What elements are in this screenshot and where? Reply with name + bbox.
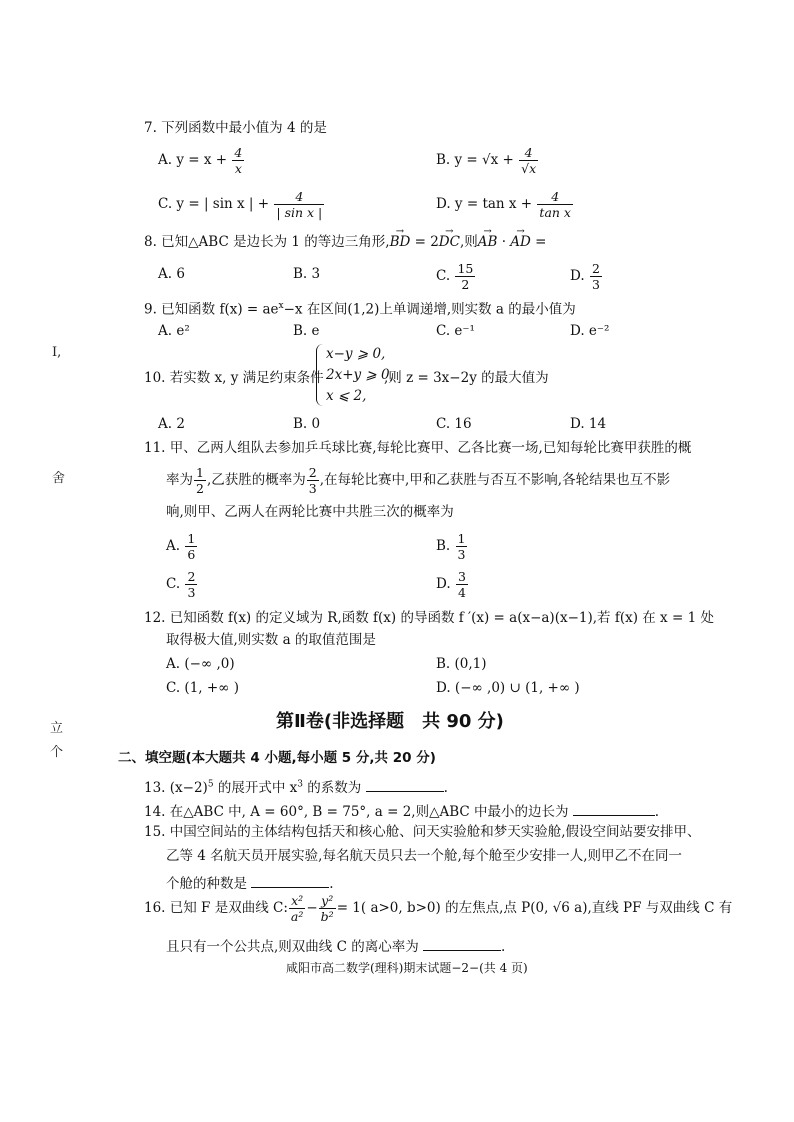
q8-option-a: A. 6: [158, 266, 185, 282]
q10-constraint-2: 2x+y ⩾ 0,: [326, 367, 394, 383]
q11-option-c-prefix: C.: [166, 576, 181, 593]
q8-stem-text: 8. 已知△ABC 是边长为 1 的等边三角形,: [144, 234, 390, 250]
q16-minus: −: [306, 900, 318, 917]
section-2-part-heading: 二、填空题(本大题共 4 小题,每小题 5 分,共 20 分): [118, 750, 436, 766]
q8-eq: = 2: [410, 234, 439, 250]
q12-line-2: 取得极大值,则实数 a 的取值范围是: [166, 632, 376, 648]
q12-option-d: D. (−∞ ,0) ∪ (1, +∞ ): [436, 680, 580, 696]
q11-line-2-c: ,在每轮比赛中,甲和乙获胜与否互不影响,各轮结果也互不影: [319, 472, 671, 489]
q11-prob-1: $\frac{1}{2}$: [196, 465, 204, 497]
q7-option-d-prefix: D. y = tan x +: [436, 196, 533, 213]
q7-option-c-fraction: $\frac{4}{\text{| sin x |}}$: [276, 189, 323, 221]
q11-line-2: [166, 466, 670, 495]
q13: [144, 778, 448, 796]
q16-line-2-text: 且只有一个公共点,则双曲线 C 的离心率为: [166, 939, 419, 955]
q10-stem-b: ,则 z = 3x−2y 的最大值为: [384, 370, 549, 386]
q11-option-d-prefix: D.: [436, 576, 451, 593]
q13-sup-1: 5: [207, 779, 214, 790]
q13-a: 13. (x−2): [144, 780, 208, 796]
q11-line-3: 响,则甲、乙两人在两轮比赛中共胜三次的概率为: [166, 504, 454, 520]
q11-option-a-fraction: $\frac{1}{6}$: [187, 531, 196, 563]
q11-prob-2: $\frac{2}{3}$: [308, 465, 317, 497]
q11-option-a-prefix: A.: [166, 538, 181, 555]
q11-option-b-fraction: $\frac{1}{3}$: [457, 531, 466, 563]
q14: [144, 802, 659, 820]
q7-option-c: [158, 190, 325, 219]
q16-a: 16. 已知 F 是双曲线 C:: [144, 900, 288, 917]
q14-end: .: [654, 804, 660, 820]
q11-option-c-fraction: $\frac{2}{3}$: [187, 569, 196, 601]
vector-ab: → AB: [478, 236, 498, 250]
q10-option-b: B. 0: [293, 416, 321, 432]
q13-answer-blank[interactable]: [366, 778, 444, 792]
q7-option-a-fraction: $\frac{4}{x}$: [234, 145, 243, 177]
q8-option-c-fraction: $\frac{15}{2}$: [457, 261, 474, 293]
q13-end: .: [443, 780, 448, 796]
q15-end: .: [329, 876, 334, 892]
section-2-title: 第Ⅱ卷(非选择题 共 90 分): [276, 711, 504, 732]
q7-option-a: [158, 146, 245, 175]
q10-constraint-1: x−y ⩾ 0,: [326, 346, 386, 362]
margin-mark-3: 立: [50, 721, 64, 736]
q11-option-d-fraction: $\frac{3}{4}$: [457, 569, 466, 601]
q7-option-b: [436, 146, 539, 175]
q13-sup-2: 3: [297, 779, 303, 790]
q15-line-1: 15. 中国空间站的主体结构包括天和核心舱、问天实验舱和梦天实验舱,假设空间站要安排甲、: [144, 824, 701, 840]
q13-c: 的系数为: [302, 780, 362, 796]
q8-option-c-prefix: C.: [436, 268, 451, 285]
q8-end: =: [530, 234, 547, 250]
q11-line-2-a: 率为: [166, 472, 193, 489]
q10-stem-a: 10. 若实数 x, y 满足约束条件: [144, 370, 324, 386]
margin-mark-1: I,: [52, 345, 62, 360]
margin-mark-4: 个: [50, 745, 64, 760]
q8-option-c: [436, 262, 476, 291]
q7-option-b-prefix: B. y = √x +: [436, 152, 514, 169]
page-footer: 咸阳市高二数学(理科)期末试题−2−(共 4 页): [286, 961, 528, 975]
q14-answer-blank[interactable]: [573, 802, 655, 816]
q15-answer-blank[interactable]: [251, 874, 329, 888]
q11-line-1: 11. 甲、乙两人组队去参加乒乓球比赛,每轮比赛甲、乙各比赛一场,已知每轮比赛甲获胜的概: [144, 440, 692, 456]
q15-line-3: [166, 874, 334, 892]
q9-option-c: C. e⁻¹: [436, 323, 475, 339]
q11-option-b-prefix: B.: [436, 538, 451, 555]
q8-stem: [144, 236, 546, 250]
q16-fraction-y: $\frac{\text{y²}}{\text{b²}}$: [320, 893, 334, 925]
vector-bd: → BD: [390, 236, 411, 250]
q7-option-c-prefix: C. y = | sin x | +: [158, 196, 270, 213]
q9-stem: [144, 302, 576, 317]
q16-b: = 1( a>0, b>0) 的左焦点,点 P(0, √6 a),直线 PF 与双曲线 C 有: [336, 900, 733, 917]
margin-mark-2: 舍: [52, 471, 66, 486]
q10-option-a: A. 2: [158, 416, 185, 432]
q16-answer-blank[interactable]: [423, 937, 501, 951]
q12-option-a: A. (−∞ ,0): [166, 656, 235, 672]
q9-option-a: A. e²: [158, 323, 190, 339]
q8-option-b: B. 3: [293, 266, 321, 282]
q15-line-3-text: 个舱的种数是: [166, 876, 247, 892]
q7-option-b-fraction: $\frac{4}{√x}$: [521, 145, 537, 177]
q12-line-1: 12. 已知函数 f(x) 的定义域为 R,函数 f(x) 的导函数 f ′(x) = a(x−a)(x−1),若 f(x) 在 x = 1 处: [144, 610, 714, 626]
q12-option-b: B. (0,1): [436, 656, 487, 672]
q16-line-1: [144, 894, 732, 923]
q13-b: 的展开式中 x: [213, 780, 298, 796]
q9-option-b: B. e: [293, 323, 320, 339]
q11-option-c: [166, 570, 198, 599]
q12-option-c: C. (1, +∞ ): [166, 680, 239, 696]
q16-end: .: [501, 939, 506, 955]
q7-option-a-prefix: A. y = x +: [158, 152, 228, 169]
q7-stem: 7. 下列函数中最小值为 4 的是: [144, 120, 327, 136]
q9-sup: x: [278, 301, 284, 311]
q11-option-d: [436, 570, 469, 599]
vector-ad: → AD: [510, 236, 531, 250]
q9-option-d: D. e⁻²: [570, 323, 610, 339]
q16-line-2: [166, 937, 505, 955]
q10-constraint-system: [316, 344, 394, 408]
q8-option-d: [570, 262, 603, 291]
q7-option-d: [436, 190, 574, 219]
q11-option-a: [166, 532, 198, 561]
q11-line-2-b: ,乙获胜的概率为: [206, 472, 306, 489]
q16-fraction-x: $\frac{\text{x²}}{\text{a²}}$: [290, 893, 304, 925]
q8-dot: ·: [497, 234, 511, 250]
q10-option-c: C. 16: [436, 416, 472, 432]
vector-dc: → DC: [439, 236, 460, 250]
q10-brace: [316, 344, 323, 406]
q8-option-d-prefix: D.: [570, 268, 585, 285]
q8-then: ,则: [459, 234, 478, 250]
q10-option-d: D. 14: [570, 416, 607, 432]
q9-stem-text: 9. 已知函数 f(x) = ae: [144, 301, 279, 318]
q8-option-d-fraction: $\frac{2}{3}$: [591, 261, 600, 293]
q9-stem-rest: −x 在区间(1,2)上单调递增,则实数 a 的最小值为: [283, 301, 576, 318]
q10-constraint-3: x ⩽ 2,: [326, 388, 367, 404]
q14-text: 14. 在△ABC 中, A = 60°, B = 75°, a = 2,则△ABC 中最小的边长为: [144, 804, 569, 820]
q11-option-b: [436, 532, 468, 561]
q15-line-2: 乙等 4 名航天员开展实验,每名航天员只去一个舱,每个舱至少安排一人,则甲乙不在同一: [166, 848, 683, 864]
q7-option-d-fraction: $\frac{4}{\text{tan x}}$: [539, 189, 571, 221]
